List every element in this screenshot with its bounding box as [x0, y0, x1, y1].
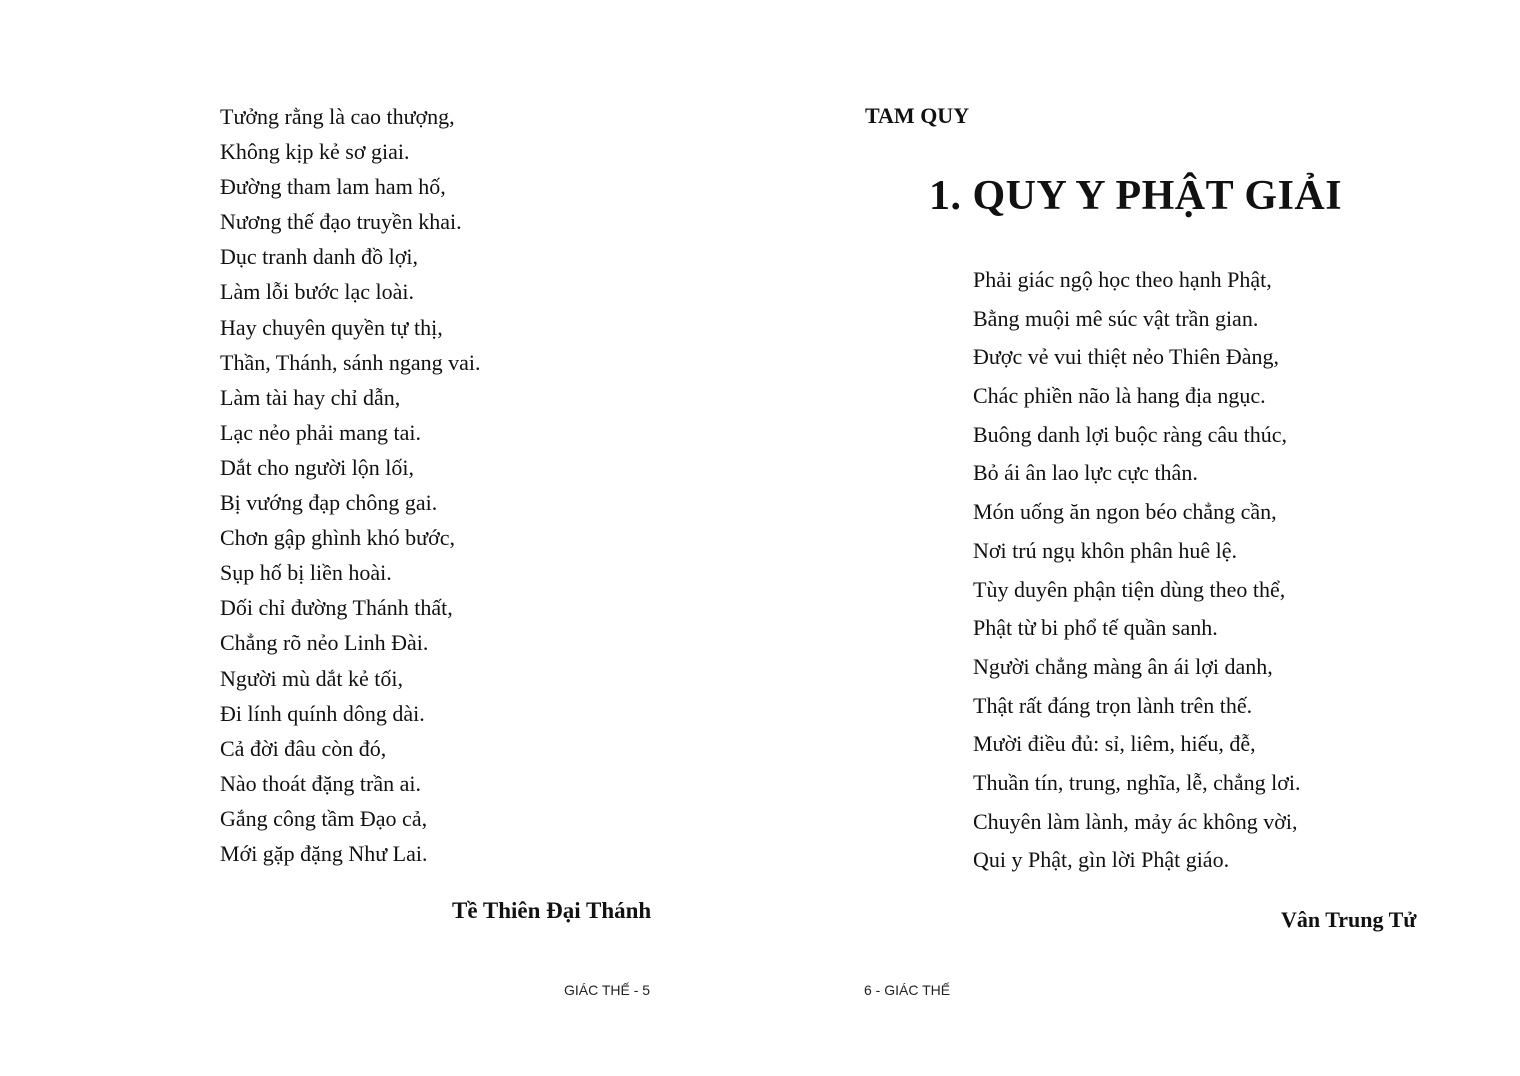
verse-line: Hay chuyên quyền tự thị, — [220, 314, 443, 340]
verse-line: Được vẻ vui thiệt nẻo Thiên Đàng, — [973, 344, 1280, 370]
verse-line: Món uống ăn ngon béo chẳng cần, — [973, 499, 1277, 525]
verse-line: Người mù dắt kẻ tối, — [220, 665, 404, 691]
author-signature: Vân Trung Tử — [1281, 907, 1417, 932]
chapter-heading: 1. QUY Y PHẬT GIẢI — [929, 173, 1343, 219]
verse-line: Không kịp kẻ sơ giai. — [220, 139, 410, 165]
verse-line: Phật từ bi phổ tế quần sanh. — [973, 615, 1218, 641]
verse-line: Dục tranh danh đồ lợi, — [220, 244, 418, 270]
page-footer: GIÁC THẾ - 5 — [564, 982, 651, 998]
verse-line: Nào thoát đặng trần ai. — [220, 770, 421, 796]
verse-line: Chẳng rõ nẻo Linh Đài. — [220, 630, 429, 656]
verse-line: Thuần tín, trung, nghĩa, lễ, chẳng lơi. — [973, 769, 1301, 795]
verse-line: Chác phiền não là hang địa ngục. — [973, 383, 1266, 409]
verse-line: Đường tham lam ham hố, — [220, 174, 446, 200]
verse-line: Mười điều đủ: sỉ, liêm, hiếu, đễ, — [973, 731, 1256, 757]
verse-line: Gắng công tầm Đạo cả, — [220, 805, 428, 831]
verse-line: Dối chỉ đường Thánh thất, — [220, 595, 453, 621]
verse-line: Bị vướng đạp chông gai. — [220, 490, 438, 516]
author-signature: Tề Thiên Đại Thánh — [452, 898, 652, 923]
verse-line: Cả đời đâu còn đó, — [220, 735, 387, 761]
verse-line: Nương thế đạo truyền khai. — [220, 209, 462, 235]
verse-line: Sụp hố bị liền hoài. — [220, 560, 392, 586]
section-title: TAM QUY — [865, 103, 970, 128]
verse-line: Làm tài hay chỉ dẫn, — [220, 384, 401, 410]
verse-line: Buông danh lợi buộc ràng câu thúc, — [973, 421, 1288, 447]
verse-line: Nơi trú ngụ khôn phân huê lệ. — [973, 537, 1237, 563]
verse-line: Tùy duyên phận tiện dùng theo thể, — [973, 576, 1286, 602]
verse-line: Chơn gập ghình khó bước, — [220, 525, 456, 551]
verse-line: Tưởng rằng là cao thượng, — [220, 104, 455, 129]
verse-line: Phải giác ngộ học theo hạnh Phật, — [973, 267, 1272, 292]
verse-line: Lạc nẻo phải mang tai. — [220, 419, 421, 445]
verse-line: Đi lính quính dông dài. — [220, 700, 425, 726]
verse-line: Thần, Thánh, sánh ngang vai. — [220, 349, 481, 375]
verse-line: Bằng muội mê súc vật trần gian. — [973, 305, 1259, 331]
right-poem — [973, 261, 1301, 880]
right-page — [760, 0, 1520, 1076]
verse-line: Dắt cho người lộn lối, — [220, 454, 415, 480]
verse-line: Qui y Phật, gìn lời Phật giáo. — [973, 847, 1230, 873]
verse-line: Người chẳng màng ân ái lợi danh, — [973, 653, 1273, 679]
page-footer: 6 - GIÁC THẾ — [864, 982, 951, 998]
left-poem — [220, 99, 480, 871]
verse-line: Chuyên làm lành, mảy ác không vời, — [973, 808, 1298, 834]
verse-line: Bỏ ái ân lao lực cực thân. — [973, 460, 1198, 486]
verse-line: Làm lỗi bước lạc loài. — [220, 279, 414, 305]
verse-line: Mới gặp đặng Như Lai. — [220, 840, 428, 866]
verse-line: Thật rất đáng trọn lành trên thế. — [973, 692, 1253, 718]
